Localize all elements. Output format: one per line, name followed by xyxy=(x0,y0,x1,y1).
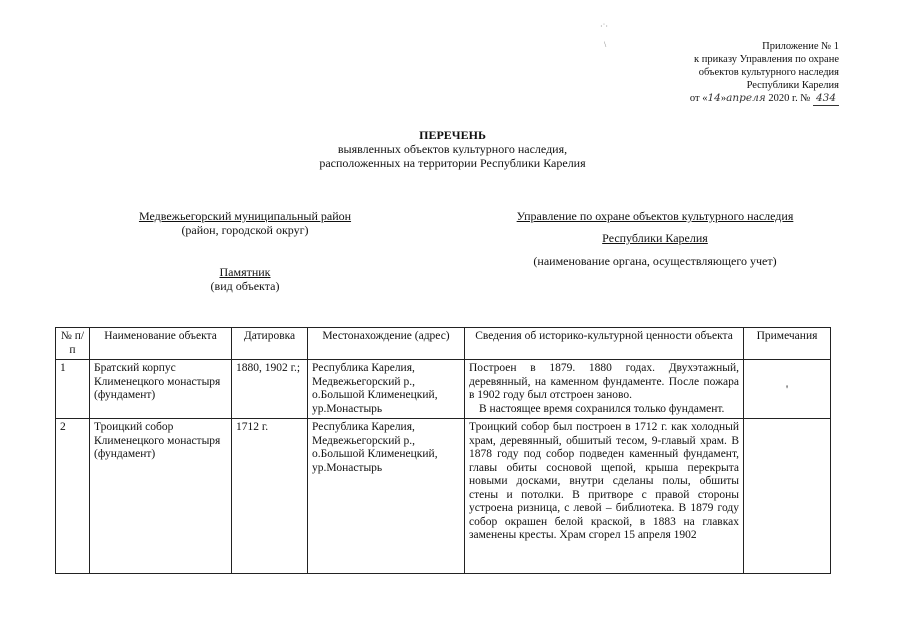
row-info xyxy=(465,419,744,574)
header-location: Местонахождение (адрес) xyxy=(308,328,465,360)
row-num: 2 xyxy=(56,419,90,574)
document-title xyxy=(0,128,905,170)
title-line3: расположенных на территории Республики Карелия xyxy=(319,156,586,170)
table-header-row xyxy=(56,328,831,360)
authority-caption: (наименование органа, осуществляющего учет) xyxy=(533,254,777,268)
row-info-paragraph: В настоящее время сохранился только фундамент. xyxy=(479,402,725,415)
table-row xyxy=(56,419,831,574)
header-date: Датировка xyxy=(232,328,308,360)
header-num: № п/п xyxy=(56,328,90,360)
row-name: Троицкий собор Клименецкого монастыря (фундамент) xyxy=(90,419,232,574)
object-type: Памятник xyxy=(219,265,271,279)
date-mid: » xyxy=(720,93,727,104)
row-info-paragraph: Троицкий собор был построен в 1712 г. как холодный храм, деревянный, обшитый тесом, 9-главый храм. В 1878 году под собор подведен каменный фундамент, главы обиты сосновой щепой, крыша перекрыта новыми досками, внутри сделаны полы, обшиты стены и потолки. В притворе с правой стороны устроена ризница, с левой – библиотека. В 1879 году собор окрашен белой краской, в 1883 на главках заменены кресты. Храм сгорел 15 апреля 1902 xyxy=(469,421,739,541)
appendix-line2: к приказу Управления по охране xyxy=(694,54,839,65)
order-number: 434 xyxy=(813,92,839,106)
appendix-line1: Приложение № 1 xyxy=(762,41,839,52)
row-location: Республика Карелия, Медвежьегорский р., о.Большой Клименецкий, ур.Монастырь xyxy=(308,360,465,419)
row-notes: ' xyxy=(744,360,831,419)
date-day: 14 xyxy=(707,92,721,104)
appendix-date-line xyxy=(619,92,839,106)
title-line2: выявленных объектов культурного наследия, xyxy=(337,142,568,156)
row-name: Братский корпус Клименецкого монастыря (фундамент) xyxy=(90,360,232,419)
heritage-register-table xyxy=(55,327,831,574)
district-name: Медвежьегорский муниципальный район xyxy=(138,209,352,223)
scan-mark: \ xyxy=(604,40,607,49)
header-info: Сведения об историко-культурной ценности объекта xyxy=(465,328,744,360)
date-prefix: от « xyxy=(689,93,708,104)
row-num: 1 xyxy=(56,360,90,419)
title-main: ПЕРЕЧЕНЬ xyxy=(419,128,486,142)
row-info xyxy=(465,360,744,419)
row-notes xyxy=(744,419,831,574)
object-type-caption: (вид объекта) xyxy=(210,279,280,293)
row-info-paragraph: Построен в 1879. 1880 годах. Двухэтажный, деревянный, на каменном фундаменте. После пожара в 1902 году был отстроен заново. xyxy=(469,362,739,401)
table-row xyxy=(56,360,831,419)
district-block xyxy=(60,209,430,293)
date-year: 2020 г. № xyxy=(768,93,811,104)
appendix-line3: объектов культурного наследия xyxy=(698,67,839,78)
row-date: 1712 г. xyxy=(232,419,308,574)
appendix-line4: Республики Карелия xyxy=(746,80,839,91)
authority-line1: Управление по охране объектов культурного наследия xyxy=(516,209,794,223)
row-date: 1880, 1902 г.; xyxy=(232,360,308,419)
row-location: Республика Карелия, Медвежьегорский р., о.Большой Клименецкий, ур.Монастырь xyxy=(308,419,465,574)
district-caption: (район, городской округ) xyxy=(181,223,309,237)
authority-block xyxy=(470,209,840,268)
appendix-header xyxy=(619,40,839,106)
date-month: апреля xyxy=(726,92,766,104)
header-name: Наименование объекта xyxy=(90,328,232,360)
header-notes: Примечания xyxy=(744,328,831,360)
scan-mark: ·˙· xyxy=(600,22,608,31)
authority-line2: Республики Карелия xyxy=(602,231,708,245)
